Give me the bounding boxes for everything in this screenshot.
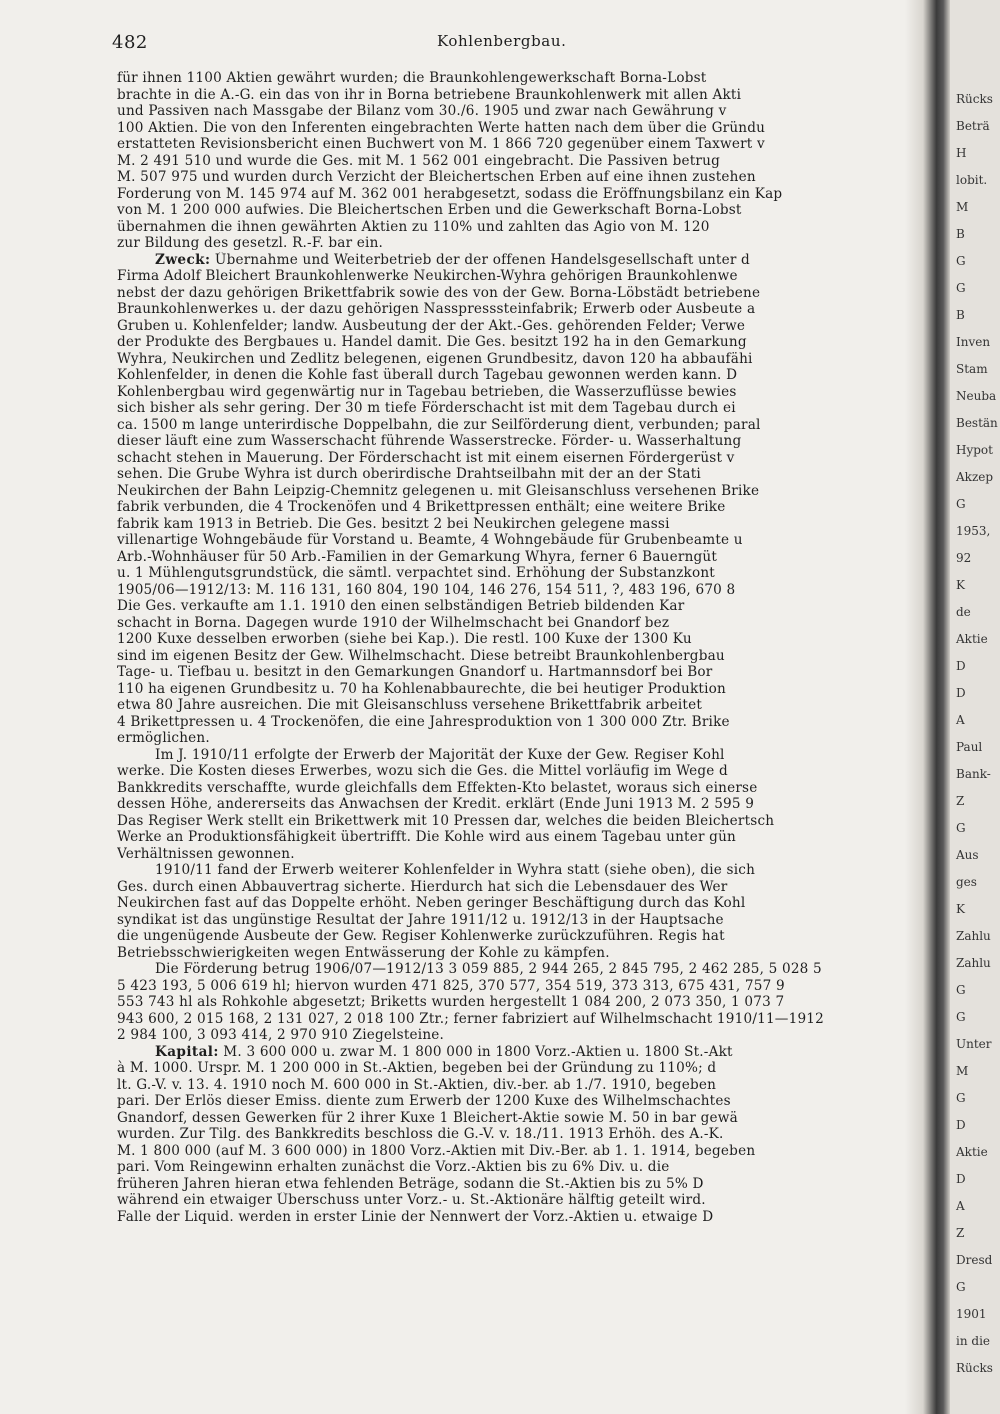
- text-line: [117, 664, 907, 681]
- line-text: werke. Die Kosten dieses Erwerbes, wozu sich die Ges. die Mittel vorläufig im Wege d: [117, 763, 728, 779]
- line-text: zur Bildung des gesetzl. R.-F. bar ein.: [117, 235, 384, 251]
- line-text: Kohlenbergbau wird gegenwärtig nur in Tagebau betrieben, die Wasserzuflüsse bewies: [117, 383, 737, 400]
- line-text: Firma Adolf Bleichert Braunkohlenwerke Neukirchen-Wyhra gehörigen Braunkohlenwe: [117, 268, 738, 284]
- text-line: [117, 549, 907, 566]
- line-text: dessen Höhe, andererseits das Anwachsen der Kredit. erklärt (Ende Juni 1913 M. 2 595 9: [117, 796, 755, 812]
- text-line: [117, 235, 907, 252]
- line-text: Werke an Produktionsfähigkeit übertrifft. Die Kohle wird aus einem Tagebau unter gün: [117, 829, 736, 845]
- facing-fragment: H: [956, 146, 967, 160]
- text-line: [117, 813, 907, 830]
- line-text: syndikat ist das ungünstige Resultat der Jahre 1911/12 u. 1912/13 in der Hauptsache: [117, 911, 724, 928]
- line-text: Falle der Liquid. werden in erster Linie der Nennwert der Vorz.-Aktien u. etwaige D: [117, 1208, 714, 1225]
- line-text: schacht stehen in Mauerung. Der Förderschacht ist mit einem eisernen Fördergerüst v: [117, 449, 735, 466]
- text-line: [117, 846, 907, 863]
- facing-fragment: Bestän: [956, 416, 998, 430]
- facing-fragment: A: [956, 1199, 965, 1213]
- text-line: [117, 565, 907, 582]
- facing-fragment: Hypot: [956, 443, 993, 457]
- text-line: [117, 285, 907, 302]
- line-text: Gnandorf, dessen Gewerken für 2 ihrer Kuxe 1 Bleichert-Aktie sowie M. 50 in bar gewä: [117, 1109, 738, 1126]
- text-line: [117, 483, 907, 500]
- text-line: [117, 450, 907, 467]
- line-text: fabrik verbunden, die 4 Trockenöfen und 4 Brikettpressen enthält; eine weitere Brike: [117, 499, 726, 515]
- line-text: Die Förderung betrug 1906/07—1912/13 3 059 885, 2 944 265, 2 845 795, 2 462 285, 5 028 5: [155, 961, 822, 977]
- line-text: nebst der dazu gehörigen Brikettfabrik sowie des von der Gew. Borna-Löbstädt betriebene: [117, 284, 761, 301]
- facing-fragment: D: [956, 659, 966, 673]
- text-line: [117, 681, 907, 698]
- text-line: [117, 1209, 907, 1226]
- text-line: [117, 384, 907, 401]
- text-line: [117, 747, 907, 764]
- text-line: [117, 1027, 907, 1044]
- line-text: u. 1 Mühlengutsgrundstück, die sämtl. verpachtet sind. Erhöhung der Substanzkont: [117, 565, 715, 581]
- text-line: [117, 252, 907, 269]
- text-line: [117, 1192, 907, 1209]
- line-text: 1905/06—1912/13: M. 116 131, 160 804, 190 104, 146 276, 154 511, ?, 483 196, 670 8: [117, 581, 736, 598]
- facing-fragment: 1953,: [956, 524, 991, 538]
- line-text: Bankkredits verschaffte, wurde gleichfalls dem Effekten-Kto belastet, woraus sich einerse: [117, 779, 758, 796]
- text-line: [117, 136, 907, 153]
- facing-fragment: B: [956, 308, 965, 322]
- book-gutter: [905, 0, 950, 1414]
- text-line: [117, 153, 907, 170]
- text-line: [117, 1060, 907, 1077]
- facing-fragment: Rücks: [956, 92, 993, 106]
- text-line: [117, 961, 907, 978]
- line-text: sind im eigenen Besitz der Gew. Wilhelmschacht. Diese betreibt Braunkohlenbergbau: [117, 647, 725, 664]
- text-line: [117, 829, 907, 846]
- facing-fragment: D: [956, 686, 966, 700]
- facing-fragment: Neuba: [956, 389, 997, 403]
- line-text: Braunkohlenwerkes u. der dazu gehörigen Nasspresssteinfabrik; Erwerb oder Ausbeute a: [117, 301, 756, 317]
- line-text: übernahmen die ihnen gewährten Aktien zu 110% und zahlten das Agio von M. 120: [117, 218, 710, 235]
- line-text: 4 Brikettpressen u. 4 Trockenöfen, die eine Jahresproduktion von 1 300 000 Ztr. Brike: [117, 713, 730, 730]
- text-line: [117, 1126, 907, 1143]
- text-line: [117, 1077, 907, 1094]
- line-text: lt. G.-V. v. 13. 4. 1910 noch M. 600 000 in St.-Aktien, div.-ber. ab 1./7. 1910, begeben: [117, 1076, 717, 1093]
- line-text: Übernahme und Weiterbetrieb der der offenen Handelsgesellschaft unter d: [210, 251, 750, 268]
- text-line: [117, 466, 907, 483]
- facing-fragment: B: [956, 227, 965, 241]
- facing-page-edge: [950, 0, 1000, 1414]
- line-text: und Passiven nach Massgabe der Bilanz vom 30./6. 1905 und zwar nach Gewährung v: [117, 103, 727, 119]
- facing-fragment: K: [956, 578, 965, 592]
- line-text: 553 743 hl als Rohkohle abgesetzt; Briketts wurden hergestellt 1 084 200, 2 073 350, 1 073 7: [117, 994, 785, 1010]
- line-text: Neukirchen fast auf das Doppelte erhöht. Neben geringer Beschäftigung durch das Kohl: [117, 895, 746, 911]
- facing-fragment: Rücks: [956, 1361, 993, 1375]
- line-text: brachte in die A.-G. ein das von ihr in Borna betriebene Braunkohlenwerk mit allen Akti: [117, 86, 742, 103]
- text-line: [117, 268, 907, 285]
- text-line: [117, 928, 907, 945]
- line-text: M. 3 600 000 u. zwar M. 1 800 000 in 1800 Vorz.-Aktien u. 1800 St.-Akt: [218, 1043, 733, 1060]
- text-line: [117, 417, 907, 434]
- facing-fragment: Bank-: [956, 767, 991, 781]
- text-line: [117, 796, 907, 813]
- text-line: [117, 631, 907, 648]
- facing-fragment: Aus: [956, 848, 979, 862]
- line-text: dieser läuft eine zum Wasserschacht führende Wasserstrecke. Förder- u. Wasserhaltung: [117, 433, 742, 449]
- line-text: Die Ges. verkaufte am 1.1. 1910 den einen selbständigen Betrieb bildenden Kar: [117, 598, 685, 614]
- text-line: [117, 615, 907, 632]
- facing-fragment: Z: [956, 1226, 965, 1240]
- text-line: [117, 301, 907, 318]
- text-line: [117, 1110, 907, 1127]
- line-text: Das Regiser Werk stellt ein Brikettwerk mit 10 Pressen dar, welches die beiden Bleichertsch: [117, 812, 775, 829]
- facing-fragment: Z: [956, 794, 965, 808]
- facing-fragment: Stam: [956, 362, 988, 376]
- line-text: 943 600, 2 015 168, 2 131 027, 2 018 100 Ztr.; ferner fabriziert auf Wilhelmschacht 1910/11—1912: [117, 1010, 824, 1027]
- text-line: [117, 1044, 907, 1061]
- facing-fragment: in die: [956, 1334, 991, 1348]
- line-text: M. 507 975 und wurden durch Verzicht der Bleichertschen Erben auf eine ihnen zustehen: [117, 169, 756, 185]
- facing-fragment: G: [956, 497, 966, 511]
- line-text: Arb.-Wohnhäuser für 50 Arb.-Familien in der Gemarkung Whyra, ferner 6 Bauerngüt: [117, 548, 718, 565]
- text-line: [117, 516, 907, 533]
- line-text: für ihnen 1100 Aktien gewährt wurden; die Braunkohlengewerkschaft Borna-Lobst: [117, 70, 707, 86]
- text-line: [117, 780, 907, 797]
- text-line: [117, 697, 907, 714]
- facing-fragment: Aktie: [956, 1145, 988, 1159]
- line-text: Verhältnissen gewonnen.: [117, 845, 295, 862]
- text-line: [117, 730, 907, 747]
- line-text: erstatteten Revisionsbericht einen Buchwert von M. 1 866 720 gegenüber einem Taxwert v: [117, 136, 765, 152]
- facing-fragment: de: [956, 605, 971, 619]
- text-line: [117, 103, 907, 120]
- text-line: [117, 169, 907, 186]
- facing-fragment: Dresd: [956, 1253, 993, 1267]
- facing-fragment: G: [956, 821, 966, 835]
- line-text: wurden. Zur Tilg. des Bankkredits beschloss die G.-V. v. 18./11. 1913 Erhöh. des A.-K.: [117, 1126, 724, 1142]
- facing-fragment: Aktie: [956, 632, 988, 646]
- text-line: [117, 532, 907, 549]
- facing-fragment: M: [956, 200, 969, 214]
- facing-fragment: K: [956, 902, 965, 916]
- text-line: [117, 1159, 907, 1176]
- text-line: [117, 648, 907, 665]
- facing-fragment: Zahlu: [956, 956, 991, 970]
- text-line: [117, 70, 907, 87]
- text-line: [117, 202, 907, 219]
- facing-fragment: Zahlu: [956, 929, 991, 943]
- line-text: Tage- u. Tiefbau u. besitzt in den Gemarkungen Gnandorf u. Hartmannsdorf bei Bor: [117, 664, 713, 680]
- text-line: [117, 87, 907, 104]
- line-text: villenartige Wohngebäude für Vorstand u. Beamte, 4 Wohngebäude für Grubenbeamte u: [117, 532, 743, 548]
- facing-fragment: lobit.: [956, 173, 988, 187]
- line-text: während ein etwaiger Überschuss unter Vorz.- u. St.-Aktionäre hälftig geteilt wird.: [117, 1192, 706, 1208]
- text-line: [117, 351, 907, 368]
- facing-fragment: G: [956, 281, 966, 295]
- facing-fragment: A: [956, 713, 965, 727]
- line-text: Betriebsschwierigkeiten wegen Entwässerung der Kohle zu kämpfen.: [117, 944, 610, 961]
- line-text: pari. Vom Reingewinn erhalten zunächst die Vorz.-Aktien bis zu 6% Div. u. die: [117, 1159, 670, 1175]
- text-line: [117, 1143, 907, 1160]
- facing-fragment: Unter: [956, 1037, 992, 1051]
- section-lead: Zweck:: [155, 251, 211, 268]
- line-text: schacht in Borna. Dagegen wurde 1910 der Wilhelmschacht bei Gnandorf bez: [117, 614, 670, 631]
- line-text: M. 2 491 510 und wurde die Ges. mit M. 1 562 001 eingebracht. Die Passiven betrug: [117, 152, 720, 169]
- text-line: [117, 433, 907, 450]
- section-lead: Kapital:: [155, 1043, 219, 1060]
- line-text: pari. Der Erlös dieser Emiss. diente zum Erwerb der 1200 Kuxe des Wilhelmschachtes: [117, 1093, 731, 1109]
- line-text: fabrik kam 1913 in Betrieb. Die Ges. besitzt 2 bei Neukirchen gelegene massi: [117, 515, 670, 532]
- text-line: [117, 978, 907, 995]
- line-text: Neukirchen der Bahn Leipzig-Chemnitz gelegenen u. mit Gleisanschluss versehenen Brike: [117, 482, 760, 499]
- facing-fragment: Akzep: [956, 470, 994, 484]
- line-text: Gruben u. Kohlenfelder; landw. Ausbeutung der der Akt.-Ges. gehörenden Felder; Verwe: [117, 317, 746, 334]
- text-line: [117, 912, 907, 929]
- text-line: [117, 318, 907, 335]
- line-text: 1910/11 fand der Erwerb weiterer Kohlenfelder in Wyhra statt (siehe oben), die sich: [155, 862, 756, 878]
- line-text: Ges. durch einen Abbauvertrag sicherte. Hierdurch hat sich die Lebensdauer des Wer: [117, 878, 728, 895]
- text-line: [117, 400, 907, 417]
- facing-fragment: G: [956, 1010, 966, 1024]
- line-text: ca. 1500 m lange unterirdische Doppelbahn, die zur Seilförderung dient, verbunden; paral: [117, 416, 761, 433]
- text-line: [117, 367, 907, 384]
- line-text: sehen. Die Grube Wyhra ist durch oberirdische Drahtseilbahn mit der an der Stati: [117, 466, 701, 482]
- line-text: 100 Aktien. Die von den Inferenten eingebrachten Werte hatten nach dem über die Gründu: [117, 119, 766, 136]
- line-text: à M. 1000. Urspr. M. 1 200 000 in St.-Aktien, begeben bei der Gründung zu 110%; d: [117, 1060, 717, 1076]
- text-line: [117, 714, 907, 731]
- facing-fragment: G: [956, 1280, 966, 1294]
- line-text: ermöglichen.: [117, 730, 210, 746]
- line-text: 1200 Kuxe desselben erworben (siehe bei Kap.). Die restl. 100 Kuxe der 1300 Ku: [117, 631, 692, 647]
- text-line: [117, 763, 907, 780]
- facing-fragment: Beträ: [956, 119, 990, 133]
- line-text: 110 ha eigenen Grundbesitz u. 70 ha Kohlenabbaurechte, die bei heutiger Produktion: [117, 680, 726, 697]
- line-text: M. 1 800 000 (auf M. 3 600 000) in 1800 Vorz.-Aktien mit Div.-Ber. ab 1. 1. 1914, begeben: [117, 1142, 756, 1159]
- facing-fragment: 1901: [956, 1307, 987, 1321]
- text-line: [117, 1093, 907, 1110]
- text-line: [117, 499, 907, 516]
- page-number: 482: [112, 32, 148, 53]
- text-line: [117, 334, 907, 351]
- text-line: [117, 862, 907, 879]
- line-text: Forderung von M. 145 974 auf M. 362 001 herabgesetzt, sodass die Eröffnungsbilanz ein Kap: [117, 185, 783, 202]
- page-header: [112, 32, 902, 56]
- facing-fragment: G: [956, 983, 966, 997]
- line-text: sich bisher als sehr gering. Der 30 m tiefe Förderschacht ist mit dem Tagebau durch ei: [117, 400, 736, 416]
- facing-fragment: D: [956, 1118, 966, 1132]
- facing-fragment: Inven: [956, 335, 991, 349]
- text-line: [117, 895, 907, 912]
- line-text: 5 423 193, 5 006 619 hl; hiervon wurden 471 825, 370 577, 354 519, 373 313, 675 431, 757 9: [117, 977, 785, 994]
- text-line: [117, 1176, 907, 1193]
- text-line: [117, 219, 907, 236]
- text-line: [117, 1011, 907, 1028]
- text-line: [117, 879, 907, 896]
- article-body: [117, 70, 907, 1225]
- text-line: [117, 945, 907, 962]
- text-line: [117, 186, 907, 203]
- text-line: [117, 598, 907, 615]
- facing-fragment: 92: [956, 551, 972, 565]
- line-text: der Produkte des Bergbaues u. Handel damit. Die Ges. besitzt 192 ha in den Gemarkung: [117, 334, 747, 350]
- text-line: [117, 582, 907, 599]
- facing-fragment: ges: [956, 875, 977, 889]
- line-text: Im J. 1910/11 erfolgte der Erwerb der Majorität der Kuxe der Gew. Regiser Kohl: [155, 746, 725, 763]
- facing-fragment: G: [956, 254, 966, 268]
- facing-fragment: M: [956, 1064, 969, 1078]
- text-line: [117, 120, 907, 137]
- line-text: von M. 1 200 000 aufwies. Die Bleichertschen Erben und die Gewerkschaft Borna-Lobst: [117, 202, 742, 218]
- line-text: etwa 80 Jahre ausreichen. Die mit Gleisanschluss versehene Brikettfabrik arbeitet: [117, 697, 702, 713]
- line-text: die ungenügende Ausbeute der Gew. Regiser Kohlenwerke zurückzuführen. Regis hat: [117, 928, 725, 944]
- line-text: Wyhra, Neukirchen und Zedlitz belegenen, eigenen Grundbesitz, davon 120 ha abbaufähi: [117, 350, 753, 367]
- facing-fragment: G: [956, 1091, 966, 1105]
- text-line: [117, 994, 907, 1011]
- facing-fragment: Paul: [956, 740, 983, 754]
- line-text: 2 984 100, 3 093 414, 2 970 910 Ziegelsteine.: [117, 1027, 445, 1043]
- running-title: Kohlenbergbau.: [437, 32, 567, 50]
- facing-fragment: D: [956, 1172, 966, 1186]
- line-text: Kohlenfelder, in denen die Kohle fast überall durch Tagebau gewonnen werden kann. D: [117, 367, 738, 383]
- line-text: früheren Jahren hieran etwa fehlenden Beträge, sodann die St.-Aktien bis zu 5% D: [117, 1175, 704, 1192]
